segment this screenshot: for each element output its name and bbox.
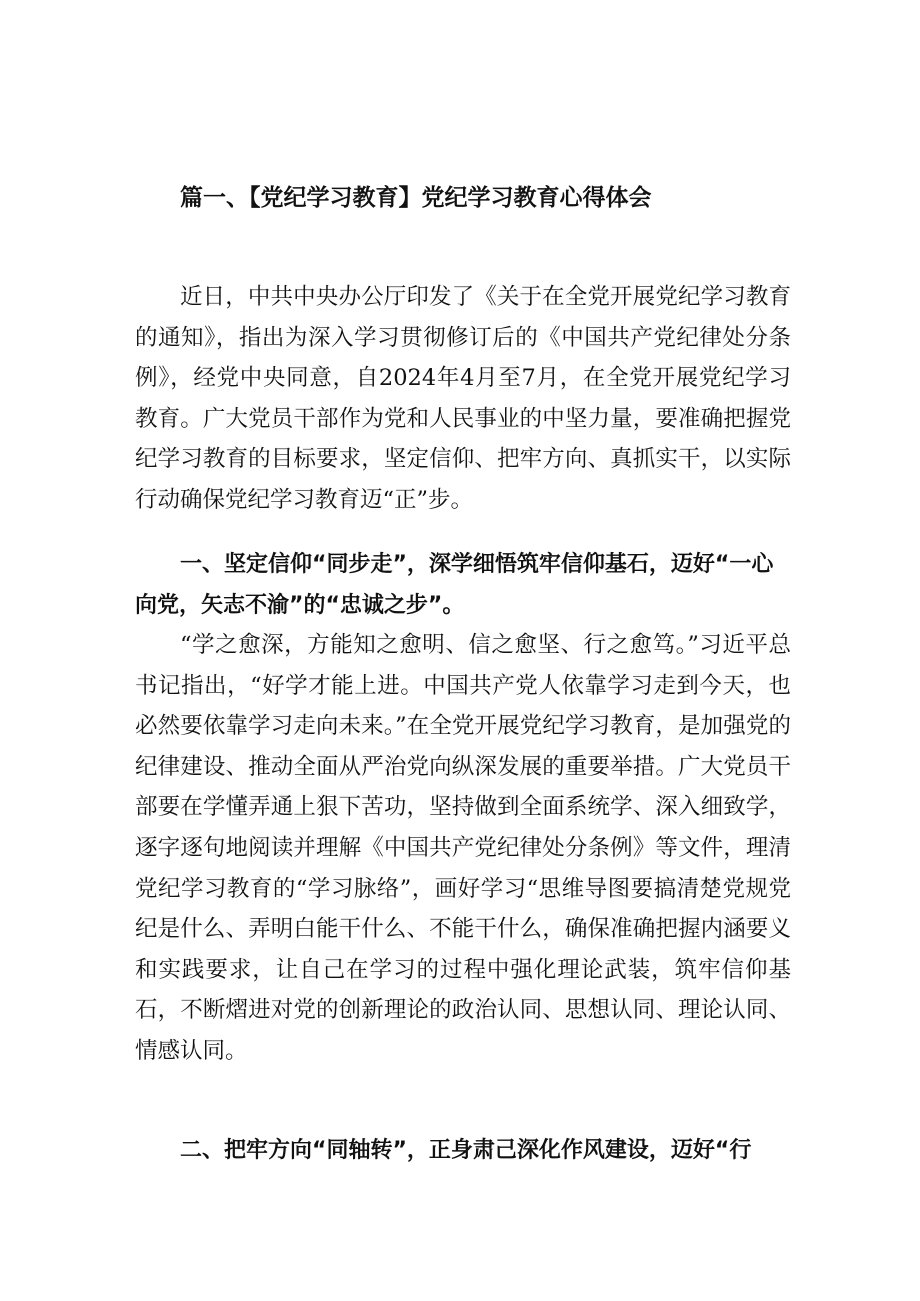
document-title: 篇一、【党纪学习教育】党纪学习教育心得体会 <box>180 185 652 211</box>
section-heading-1: 一、坚定信仰“同步走”，深学细悟筑牢信仰基石，迈好“一心向党，矢志不渝”的“忠诚之步”。 <box>135 552 774 618</box>
section-heading-2: 二、把牢方向“同轴转”，正身肃己深化作风建设，迈好“行 <box>180 1138 752 1163</box>
section-1-paragraph: “学之愈深，方能知之愈明、信之愈坚、行之愈笃。”习近平总书记指出，“好学才能上进。中国共产党人依靠学习走到今天，也必然要依靠学习走向未来。”在全党开展党纪学习教育，是加强党的纪律建设、推动全面从严治党向纵深发展的重要举措。广大党员干部要在学懂弄通上狠下苦功，坚持做到全面系统学、深入细致学，逐字逐句地阅读并理解《中国共产党纪律处分条例》等文件，理清党纪学习教育的“学习脉络”，画好学习“思维导图要搞清楚党规党纪是什么、弄明白能干什么、不能干什么，确保准确把握内涵要义和实践要求，让自己在学习的过程中强化理论武装，筑牢信仰基石，不断熠进对党的创新理论的政治认同、思想认同、理论认同、情感认同。 <box>135 632 791 1064</box>
intro-paragraph: 近日，中共中央办公厅印发了《关于在全党开展党纪学习教育的通知》，指出为深入学习贯彻修订后的《中国共产党纪律处分条例》，经党中央同意，自2024年4月至7月，在全党开展党纪学习教育。广大党员干部作为党和人民事业的中坚力量，要准确把握党纪学习教育的目标要求，坚定信仰、把牢方向、真抓实干，以实际行动确保党纪学习教育迈“正”步。 <box>135 284 791 513</box>
